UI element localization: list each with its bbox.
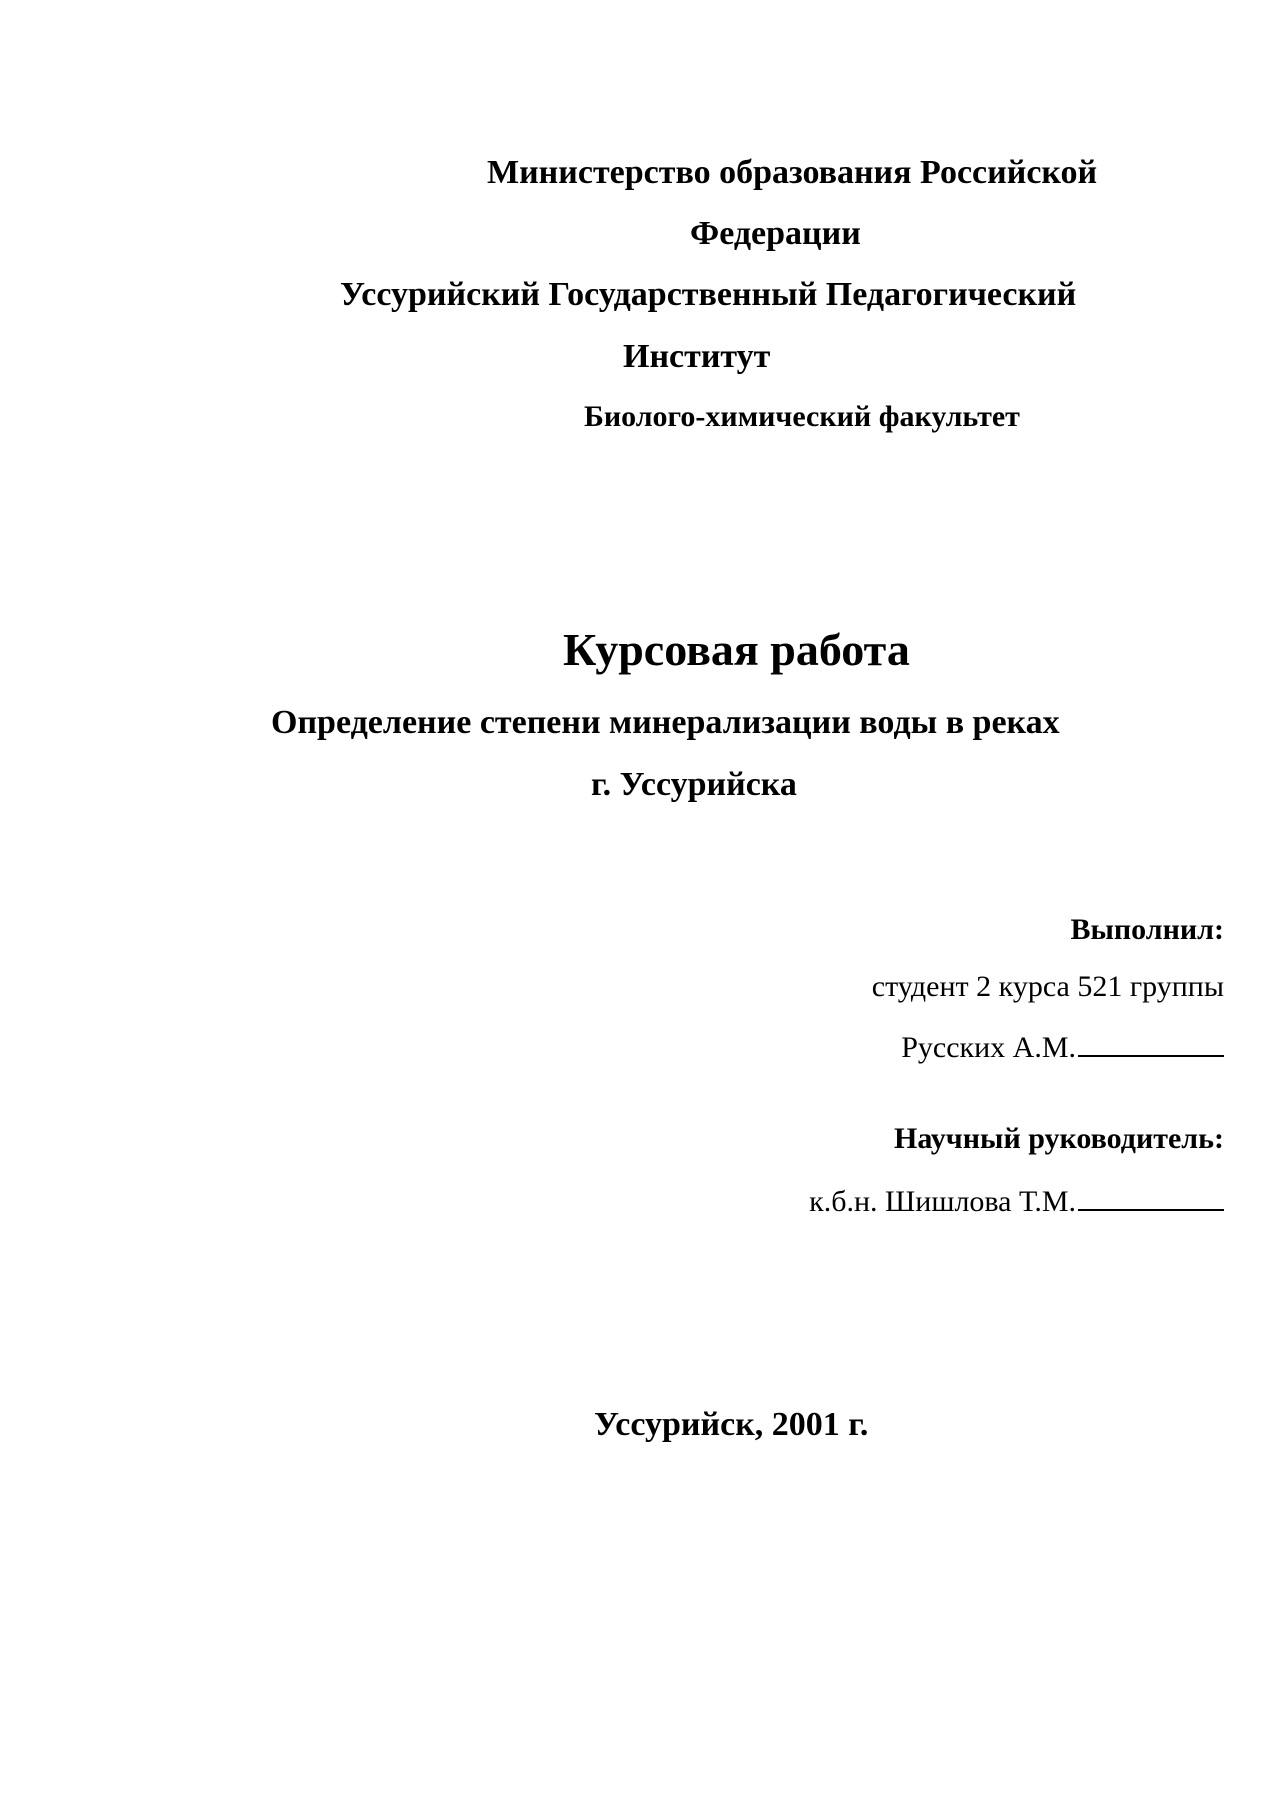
student-name: Русских А.М.: [901, 1031, 1076, 1064]
topic-line-2: г. Уссурийска: [591, 766, 797, 803]
ministry-line-1: Министерство образования Российской: [487, 154, 1098, 191]
student-signature-line: [1078, 1027, 1224, 1057]
topic-line-1: Определение степени минерализации воды в реках: [271, 704, 1060, 741]
advisor-name-row: [809, 1181, 1224, 1217]
work-type-title: Курсовая работа: [563, 624, 910, 675]
advisor-name: к.б.н. Шишлова Т.М.: [809, 1185, 1076, 1218]
advisor-label: Научный руководитель:: [894, 1122, 1224, 1155]
performed-label: Выполнил:: [1070, 913, 1224, 946]
advisor-signature-line: [1078, 1181, 1224, 1211]
institute-line-2: Институт: [623, 338, 771, 375]
place-year: Уссурийск, 2001 г.: [594, 1406, 869, 1443]
institute-line-1: Уссурийский Государственный Педагогический: [340, 276, 1077, 313]
ministry-line-2: Федерации: [690, 215, 861, 252]
faculty-name: Биолого-химический факультет: [584, 400, 1020, 433]
student-info: студент 2 курса 521 группы: [871, 970, 1224, 1003]
student-name-row: [901, 1027, 1224, 1063]
